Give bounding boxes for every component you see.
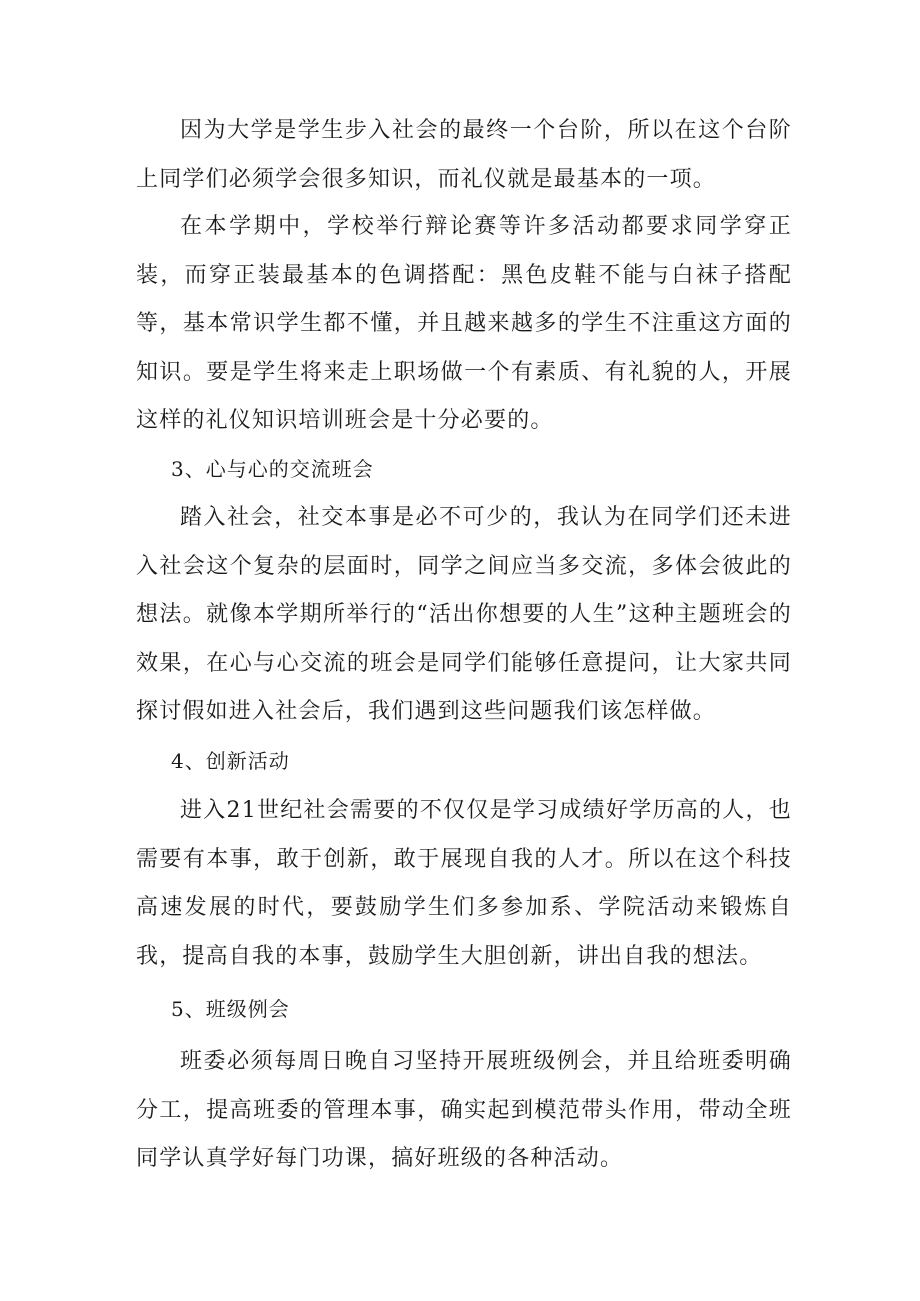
- paragraph-class-committee: 班委必须每周日晚自习坚持开展班级例会，并且给班委明确分工，提高班委的管理本事，确实起到模范带头作用，带动全班同学认真学好每门功课，搞好班级的各种活动。: [136, 1049, 792, 1171]
- paragraph-innovation: 进入21世纪社会需要的不仅仅是学习成绩好学历高的人，也需要有本事，敢于创新，敢于展现自我的人才。所以在这个科技高速发展的时代，要鼓励学生们多参加系、学院活动来锻炼自我，提高自我的本事，鼓励学生大胆创新，讲出自我的想法。: [136, 798, 792, 969]
- paragraph-social-communication: 踏入社会，社交本事是必不可少的，我认为在同学们还未进入社会这个复杂的层面时，同学之间应当多交流，多体会彼此的想法。就像本学期所举行的“活出你想要的人生”这种主题班会的效果，在心与心交流的班会是同学们能够任意提问，让大家共同探讨假如进入社会后，我们遇到这些问题我们该怎样做。: [136, 505, 792, 724]
- paragraph-university-etiquette: 因为大学是学生步入社会的最终一个台阶，所以在这个台阶上同学们必须学会很多知识，而礼仪就是最基本的一项。: [136, 118, 792, 192]
- heading-innovation-activities: 4、创新活动: [171, 749, 290, 773]
- heading-class-regular-meeting: 5、班级例会: [171, 997, 290, 1021]
- paragraph-formal-dress: 在本学期中，学校举行辩论赛等许多活动都要求同学穿正装，而穿正装最基本的色调搭配：黑色皮鞋不能与白袜子搭配等，基本常识学生都不懂，并且越来越多的学生不注重这方面的知识。要是学生将来走上职场做一个有素质、有礼貌的人，开展这样的礼仪知识培训班会是十分必要的。: [136, 214, 792, 433]
- heading-heart-to-heart-meeting: 3、心与心的交流班会: [171, 457, 374, 481]
